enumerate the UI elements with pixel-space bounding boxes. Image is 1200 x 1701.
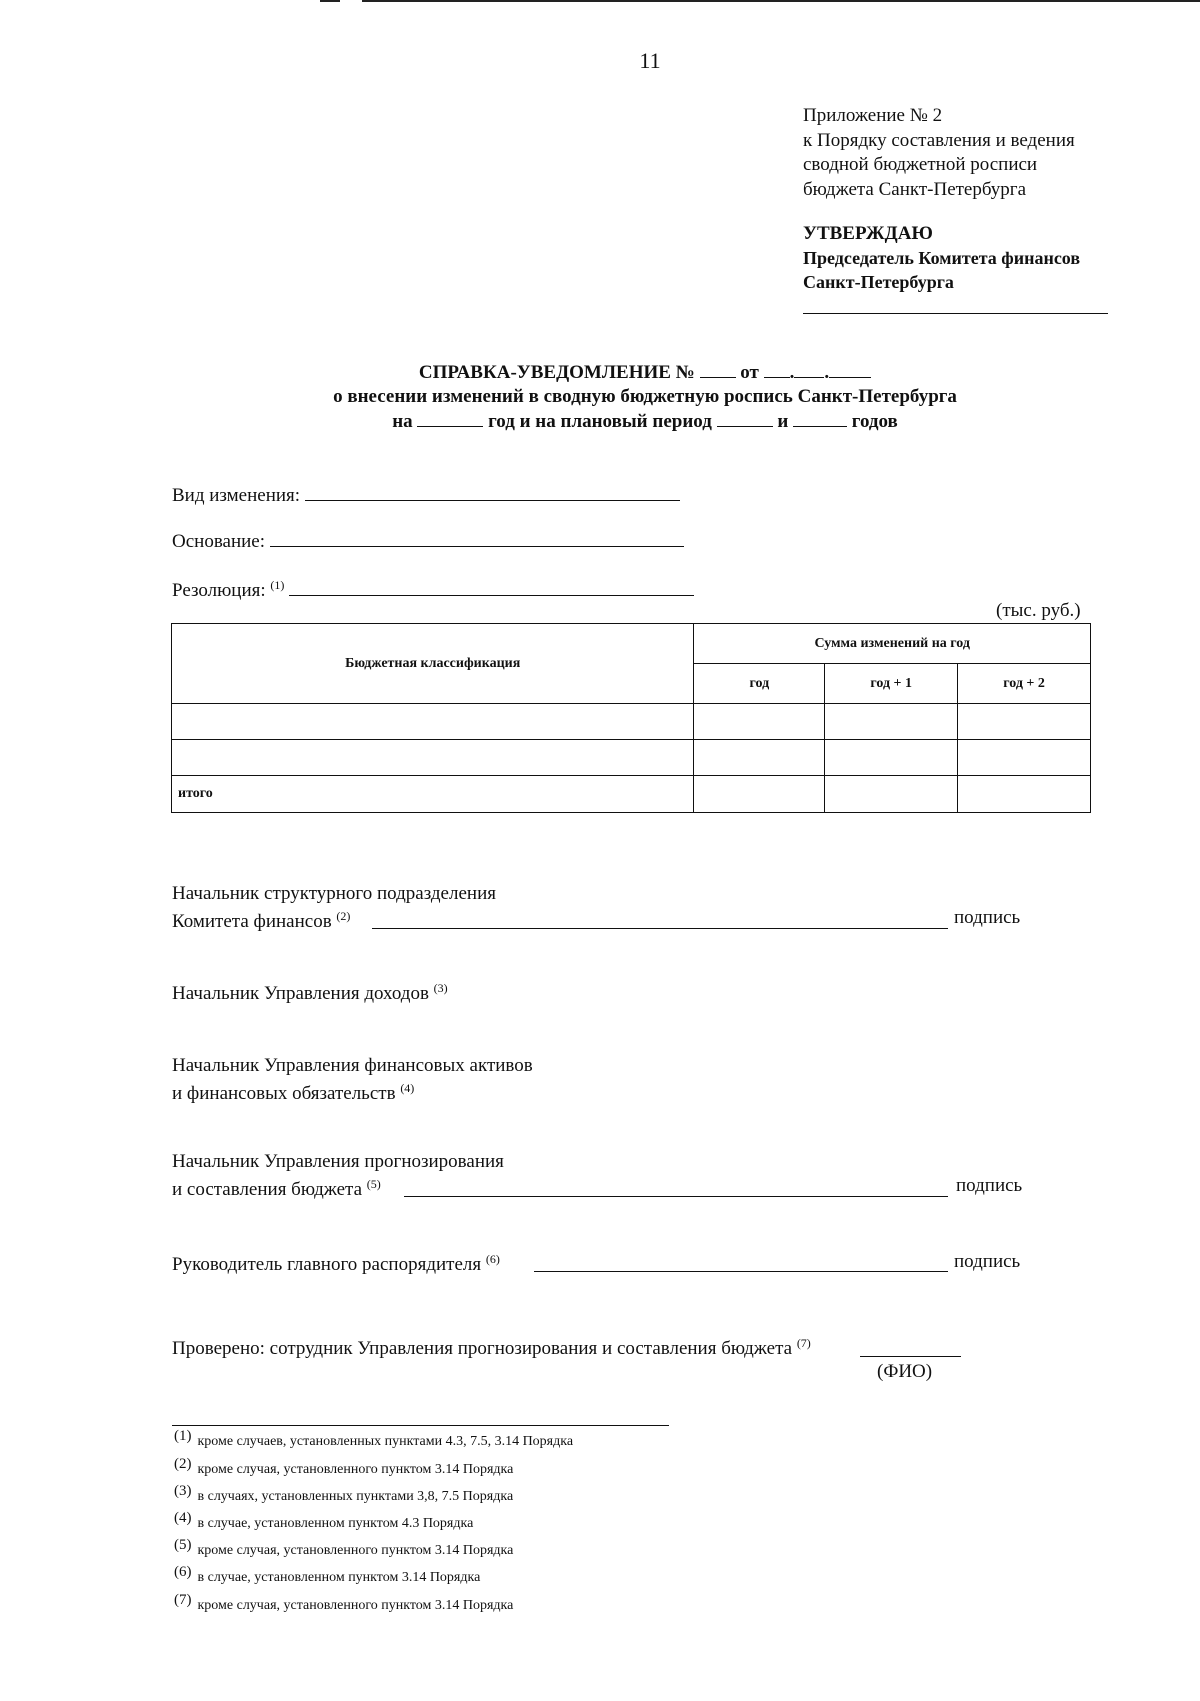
table-cell: [825, 776, 958, 813]
total-label: итого: [172, 776, 694, 813]
approval-signature-line: [803, 313, 1108, 314]
period-on: на: [392, 411, 413, 432]
approval-line-1: Председатель Комитета финансов: [803, 248, 1081, 268]
change-type-field: [172, 480, 680, 507]
chief-manager-signature: [172, 1251, 500, 1279]
basis-line: [270, 526, 684, 547]
assets-footnote-ref: (4): [400, 1081, 415, 1095]
assets-line-2: [172, 1080, 533, 1108]
table-row: [172, 740, 1091, 776]
footnote-4: [174, 1510, 474, 1532]
table-cell: [694, 704, 825, 740]
title-period-line: [172, 409, 1118, 434]
assets-title: и финансовых обязательств: [172, 1083, 396, 1104]
chief-footnote-ref: (6): [485, 1252, 500, 1266]
signature-label-2: подпись: [956, 1175, 1023, 1196]
appendix-line-2: к Порядку составления и ведения: [803, 129, 1075, 151]
units-label: (тыс. руб.): [996, 600, 1081, 621]
fio-label: (ФИО): [877, 1361, 933, 1382]
appendix-line-1: Приложение № 2: [803, 105, 943, 126]
header-year: год: [694, 664, 825, 704]
footnote-mark: (3): [174, 1483, 192, 1499]
head-division-line-1: Начальник структурного подразделения: [172, 883, 496, 904]
plan-year-1-blank: [717, 409, 773, 427]
plan-year-2-blank: [793, 409, 847, 427]
footnote-text: в случае, установленном пунктом 3.14 Порядка: [197, 1570, 481, 1585]
header-year-plus-2: год + 2: [958, 664, 1091, 704]
forecast-title: и составления бюджета: [172, 1179, 363, 1200]
change-type-label: Вид изменения:: [172, 485, 301, 506]
header-classification: Бюджетная классификация: [172, 624, 694, 704]
head-division-sign-line: [372, 928, 948, 929]
page-number: 11: [639, 48, 661, 73]
assets-line-1: Начальник Управления финансовых активов: [172, 1055, 533, 1076]
footnote-1: [174, 1428, 574, 1450]
budget-table: [171, 623, 1091, 813]
footnote-mark: (7): [174, 1592, 192, 1608]
forecast-sign-line: [404, 1196, 948, 1197]
table-row: [172, 704, 1091, 740]
signature-label-3: подпись: [954, 1251, 1021, 1272]
footnote-2: [174, 1456, 514, 1478]
footnote-mark: (1): [174, 1428, 192, 1444]
footnote-mark: (5): [174, 1537, 192, 1553]
footnote-text: кроме случаев, установленных пунктами 4.3, 7.5, 3.14 Порядка: [197, 1434, 574, 1449]
table-cell: [958, 776, 1091, 813]
forecast-line-1: Начальник Управления прогнозирования: [172, 1151, 504, 1172]
checked-footnote-ref: (7): [796, 1336, 811, 1350]
top-border-gap: [340, 0, 362, 3]
assets-head-signature: [172, 1052, 533, 1108]
title-main: СПРАВКА-УВЕДОМЛЕНИЕ №: [418, 362, 695, 383]
resolution-label: Резолюция:: [172, 580, 266, 601]
table-cell: [694, 776, 825, 813]
resolution-field: [172, 575, 694, 602]
footnote-mark: (6): [174, 1564, 192, 1580]
footnote-separator: [172, 1425, 669, 1426]
revenue-head-signature: [172, 980, 448, 1008]
revenue-head-title: Начальник Управления доходов: [172, 983, 429, 1004]
footnote-mark: (2): [174, 1456, 192, 1472]
table-cell: [825, 704, 958, 740]
checked-sign-line: [860, 1356, 961, 1357]
title-from: от: [740, 362, 759, 383]
approval-block: [803, 222, 1080, 294]
resolution-footnote-ref: (1): [270, 578, 285, 592]
chief-manager-title: Руководитель главного распорядителя: [172, 1254, 482, 1275]
forecast-line-2: [172, 1176, 504, 1204]
budget-year-blank: [417, 409, 483, 427]
header-sum: Сумма изменений на год: [694, 624, 1091, 664]
forecast-footnote-ref: (5): [366, 1177, 381, 1191]
footnote-text: в случае, установленном пунктом 4.3 Порядка: [197, 1516, 474, 1531]
header-year-plus-1: год + 1: [825, 664, 958, 704]
day-blank: [764, 360, 790, 378]
resolution-line: [289, 575, 694, 596]
head-division-line-2: [172, 908, 496, 936]
footnote-5: [174, 1537, 514, 1559]
period-and: и: [777, 411, 789, 432]
head-division-title: Комитета финансов: [172, 911, 332, 932]
title-main-line: СПРАВКА-УВЕДОМЛЕНИЕ № от . .: [172, 360, 1118, 385]
year-blank: [829, 360, 871, 378]
document-title: [172, 360, 1118, 434]
appendix-line-3: сводной бюджетной росписи: [803, 154, 1038, 175]
chief-sign-line: [534, 1271, 948, 1272]
appendix-line-4: бюджета Санкт-Петербурга: [803, 178, 1027, 200]
basis-label: Основание:: [172, 531, 266, 552]
footnote-mark: (4): [174, 1510, 192, 1526]
footnote-7: [174, 1592, 514, 1614]
footnote-6: [174, 1564, 481, 1586]
checked-by-text: Проверено: сотрудник Управления прогнозирования и составления бюджета: [172, 1338, 793, 1359]
footnote-3: [174, 1483, 514, 1505]
revenue-footnote-ref: (3): [433, 981, 448, 995]
footnote-text: в случаях, установленных пунктами 3,8, 7.5 Порядка: [197, 1489, 514, 1504]
footnote-text: кроме случая, установленного пунктом 3.14 Порядка: [197, 1462, 514, 1477]
signature-label-1: подпись: [954, 907, 1021, 928]
change-type-line: [305, 480, 680, 501]
table-cell: [958, 704, 1091, 740]
number-blank: [700, 360, 736, 378]
checked-by-signature: [172, 1335, 811, 1363]
table-total-row: [172, 776, 1091, 813]
head-division-footnote-ref: (2): [336, 909, 351, 923]
period-end: годов: [851, 411, 898, 432]
table-cell: [694, 740, 825, 776]
table-header-row: [172, 624, 1091, 664]
month-blank: [794, 360, 824, 378]
appendix-note: [803, 104, 1075, 202]
table-cell: [172, 740, 694, 776]
footnote-text: кроме случая, установленного пунктом 3.14 Порядка: [197, 1543, 514, 1558]
title-subtitle: о внесении изменений в сводную бюджетную роспись Санкт-Петербурга: [333, 386, 957, 407]
table-cell: [172, 704, 694, 740]
basis-field: [172, 526, 684, 553]
period-mid: год и на плановый период: [488, 411, 712, 432]
table-cell: [825, 740, 958, 776]
footnote-text: кроме случая, установленного пунктом 3.14 Порядка: [197, 1598, 514, 1613]
approval-line-2: Санкт-Петербурга: [803, 272, 954, 292]
table-cell: [958, 740, 1091, 776]
top-border-line: [320, 0, 1200, 2]
approval-heading: УТВЕРЖДАЮ: [803, 223, 933, 244]
